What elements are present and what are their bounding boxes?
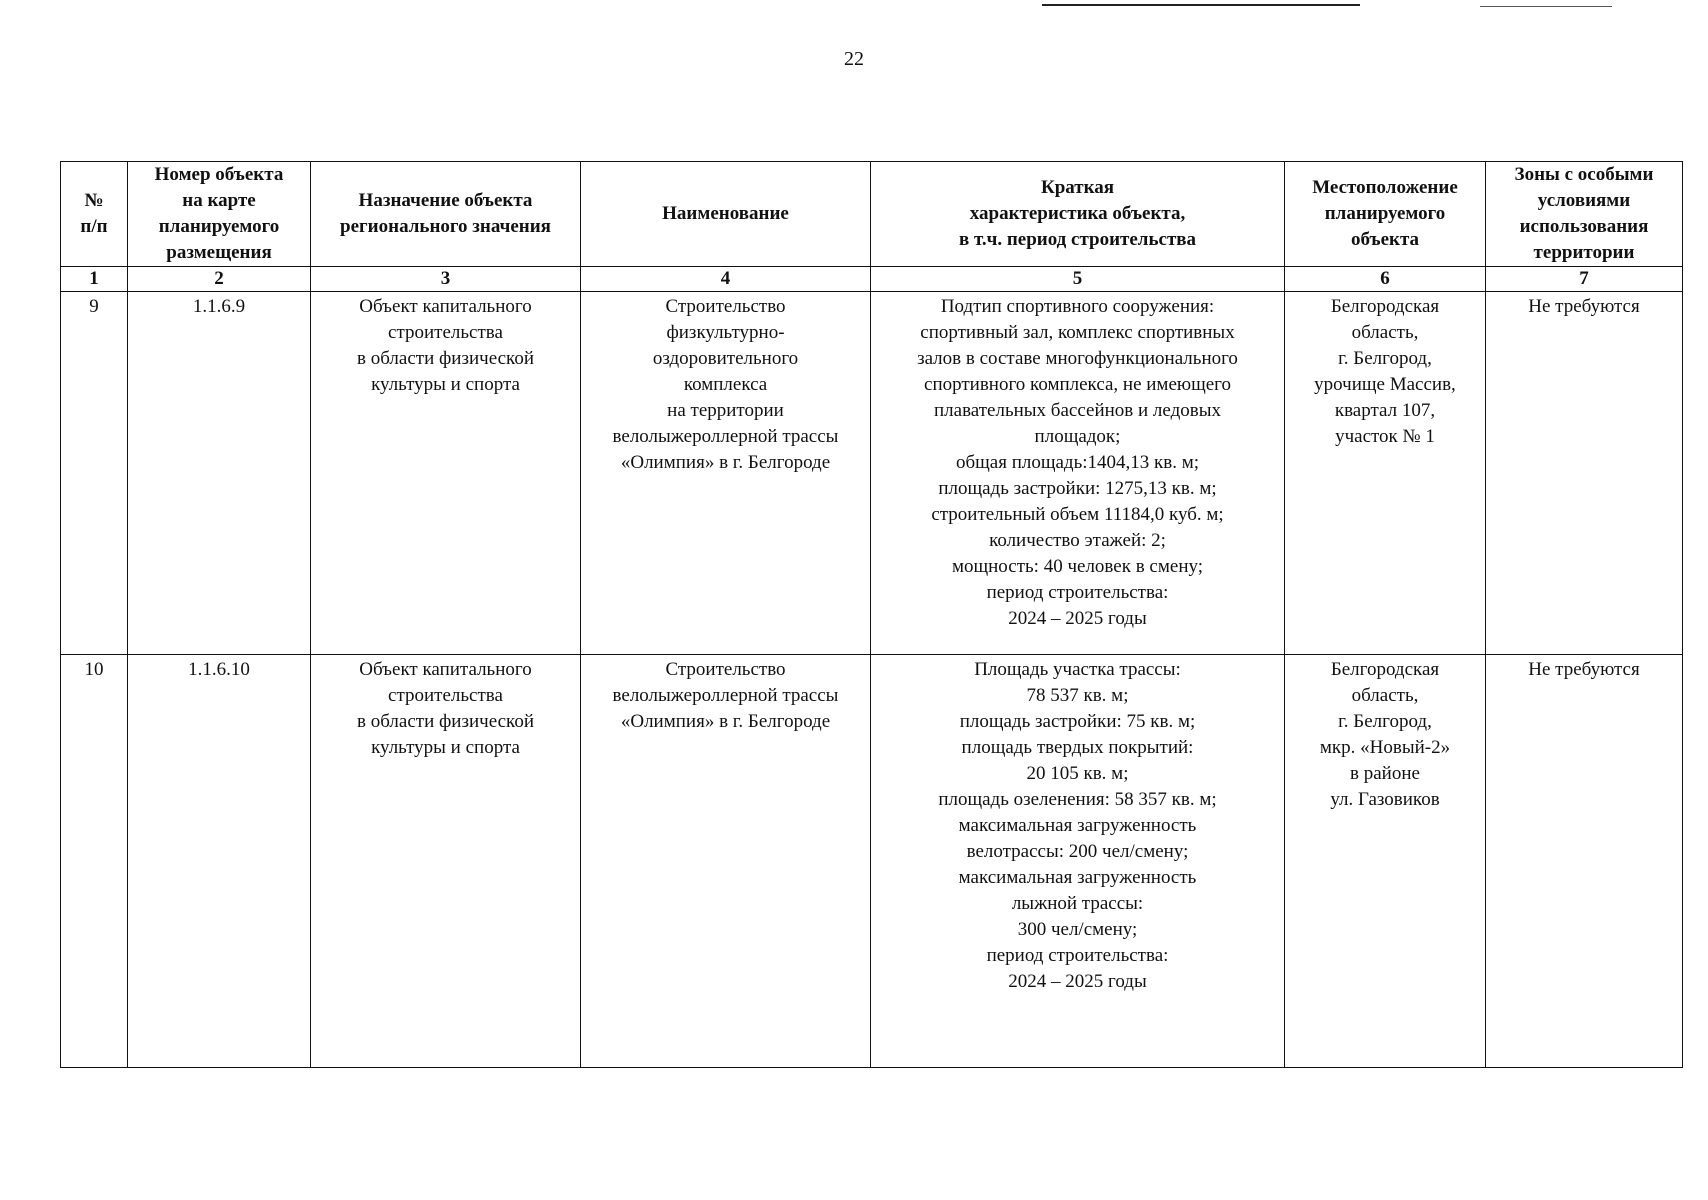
characteristics-cell: Площадь участка трассы: 78 537 кв. м; площадь застройки: 75 кв. м; площадь твердых покрытий: 20 105 кв. м; площадь озеленения: 58 357 кв. м; максимальная загруженность велотрассы: 200 чел/смену; максимальная загруженность лыжной трассы: 300 чел/смену; период строительства: 2024 – 2025 годы	[871, 655, 1285, 1068]
header-cell: Зоны с особыми условиями использования территории	[1486, 162, 1683, 267]
row-number-cell: 9	[61, 292, 128, 655]
name-cell: Строительство физкультурно- оздоровительного комплекса на территории велолыжероллерной трассы «Олимпия» в г. Белгороде	[581, 292, 871, 655]
header-cell: Назначение объекта регионального значения	[311, 162, 581, 267]
page-number: 22	[844, 48, 864, 70]
column-number-cell: 2	[128, 267, 311, 292]
scan-artifact-line	[1042, 4, 1360, 6]
column-number-cell: 3	[311, 267, 581, 292]
column-number-cell: 5	[871, 267, 1285, 292]
purpose-cell: Объект капитального строительства в области физической культуры и спорта	[311, 292, 581, 655]
header-cell: Наименование	[581, 162, 871, 267]
characteristics-cell: Подтип спортивного сооружения: спортивный зал, комплекс спортивных залов в составе многофункционального спортивного комплекса, не имеющего плавательных бассейнов и ледовых площадок; общая площадь:1404,13 кв. м; площадь застройки: 1275,13 кв. м; строительный объем 11184,0 куб. м; количество этажей: 2; мощность: 40 человек в смену; период строительства: 2024 – 2025 годы	[871, 292, 1285, 655]
objects-table	[60, 161, 1683, 1068]
location-cell: Белгородская область, г. Белгород, урочище Массив, квартал 107, участок № 1	[1285, 292, 1486, 655]
location-cell: Белгородская область, г. Белгород, мкр. «Новый-2» в районе ул. Газовиков	[1285, 655, 1486, 1068]
zones-cell: Не требуются	[1486, 655, 1683, 1068]
zones-cell: Не требуются	[1486, 292, 1683, 655]
object-number-cell: 1.1.6.9	[128, 292, 311, 655]
header-cell: Краткая характеристика объекта, в т.ч. период строительства	[871, 162, 1285, 267]
header-cell: Местоположение планируемого объекта	[1285, 162, 1486, 267]
column-number-cell: 7	[1486, 267, 1683, 292]
column-number-cell: 4	[581, 267, 871, 292]
row-number-cell: 10	[61, 655, 128, 1068]
table-row	[61, 655, 1683, 1068]
column-number-cell: 1	[61, 267, 128, 292]
table-header-row	[61, 162, 1683, 267]
scan-artifact-line	[1480, 6, 1612, 7]
header-cell: № п/п	[61, 162, 128, 267]
purpose-cell: Объект капитального строительства в области физической культуры и спорта	[311, 655, 581, 1068]
column-number-row	[61, 267, 1683, 292]
table-row	[61, 292, 1683, 655]
object-number-cell: 1.1.6.10	[128, 655, 311, 1068]
header-cell: Номер объекта на карте планируемого размещения	[128, 162, 311, 267]
name-cell: Строительство велолыжероллерной трассы «Олимпия» в г. Белгороде	[581, 655, 871, 1068]
column-number-cell: 6	[1285, 267, 1486, 292]
